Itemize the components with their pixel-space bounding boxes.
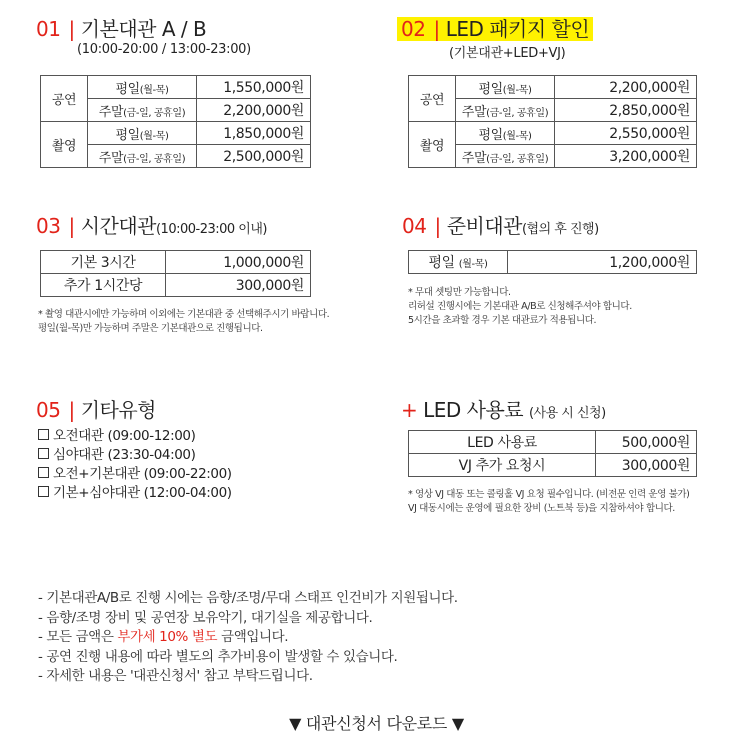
section-05-list	[38, 427, 232, 503]
section-04-notes: * 무대 셋팅만 가능합니다. 리허설 진행시에는 기본대관 A/B로 신청해주셔야 합니다. 5시간을 초과할 경우 기본 대관료가 적용됩니다.	[408, 287, 632, 326]
section-01-subtitle: (10:00-20:00 / 13:00-23:00)	[77, 42, 251, 57]
price-cell: 300,000원	[166, 274, 311, 297]
section-04-price-table	[408, 250, 697, 274]
row-label: 평일 (월-목)	[409, 251, 508, 274]
price-cell: 2,200,000원	[555, 76, 697, 99]
checkbox-icon	[38, 429, 49, 440]
row-label: VJ 추가 요청시	[409, 454, 596, 477]
price-cell: 1,000,000원	[166, 251, 311, 274]
row-label: 평일(월-목)	[456, 76, 555, 99]
category-performance: 공연	[409, 76, 456, 122]
row-label: 주말(금-일, 공휴일)	[456, 145, 555, 168]
section-02-price-table	[408, 75, 697, 168]
row-label: 평일(월-목)	[88, 122, 197, 145]
led-price-table	[408, 430, 697, 477]
checkbox-icon	[38, 467, 49, 478]
led-section-title: + LED 사용료 (사용 시 신청)	[401, 398, 606, 422]
category-performance: 공연	[41, 76, 88, 122]
price-cell: 1,850,000원	[197, 122, 311, 145]
section-03-notes: * 촬영 대관시에만 가능하며 이외에는 기본대관 중 선택해주시기 바랍니다. 평일(월-목)만 가능하며 주말은 기본대관으로 진행됩니다.	[38, 309, 330, 334]
section-03-title: 03 | 시간대관(10:00-23:00 이내)	[36, 214, 267, 238]
list-item: 기본+심야대관 (12:00-04:00)	[38, 484, 232, 503]
section-05-title: 05 | 기타유형	[36, 398, 156, 422]
row-label: 기본 3시간	[41, 251, 166, 274]
section-01-title: 01 | 기본대관 A / B	[36, 17, 207, 41]
checkbox-icon	[38, 486, 49, 497]
list-item: 오전대관 (09:00-12:00)	[38, 427, 232, 446]
led-notes: * 영상 VJ 대동 또는 콜링홀 VJ 요청 필수입니다. (비전문 인력 운영 불가) VJ 대동시에는 운영에 필요한 장비 (노트북 등)을 지참하셔야 합니다.	[408, 489, 690, 514]
price-cell: 2,850,000원	[555, 99, 697, 122]
section-03-price-table	[40, 250, 311, 297]
category-filming: 촬영	[41, 122, 88, 168]
row-label: 추가 1시간당	[41, 274, 166, 297]
row-label: 주말(금-일, 공휴일)	[88, 145, 197, 168]
price-cell: 1,550,000원	[197, 76, 311, 99]
price-cell: 300,000원	[596, 454, 697, 477]
checkbox-icon	[38, 448, 49, 459]
row-label: LED 사용료	[409, 431, 596, 454]
price-cell: 500,000원	[596, 431, 697, 454]
vat-note: - 모든 금액은 부가세 10% 별도 금액입니다.	[38, 629, 289, 645]
price-cell: 2,550,000원	[555, 122, 697, 145]
category-filming: 촬영	[409, 122, 456, 168]
price-cell: 1,200,000원	[508, 251, 697, 274]
section-01-price-table	[40, 75, 311, 168]
download-application-link[interactable]: ▼ 대관신청서 다운로드 ▼	[289, 714, 464, 733]
list-item: 심야대관 (23:30-04:00)	[38, 446, 232, 465]
price-cell: 3,200,000원	[555, 145, 697, 168]
price-cell: 2,500,000원	[197, 145, 311, 168]
price-cell: 2,200,000원	[197, 99, 311, 122]
footer-notes: - 기본대관A/B로 진행 시에는 음향/조명/무대 스태프 인건비가 지원됩니다. - 음향/조명 장비 및 공연장 보유악기, 대기실을 제공합니다. - 모든 금액은 부가세 10% 별도 금액입니다. - 공연 진행 내용에 따라 별도의 추가비용이 발생할 수 있습니다. - 자세한 내용은 '대관신청서' 참고 부탁드립니다.	[38, 590, 458, 684]
list-item: 오전+기본대관 (09:00-22:00)	[38, 465, 232, 484]
section-02-highlight: 02 | LED 패키지 할인	[397, 17, 593, 41]
section-04-title: 04 | 준비대관(협의 후 진행)	[402, 214, 599, 238]
row-label: 평일(월-목)	[88, 76, 197, 99]
row-label: 평일(월-목)	[456, 122, 555, 145]
section-02-subtitle: (기본대관+LED+VJ)	[449, 46, 566, 61]
section-02-title	[397, 13, 593, 42]
row-label: 주말(금-일, 공휴일)	[88, 99, 197, 122]
row-label: 주말(금-일, 공휴일)	[456, 99, 555, 122]
